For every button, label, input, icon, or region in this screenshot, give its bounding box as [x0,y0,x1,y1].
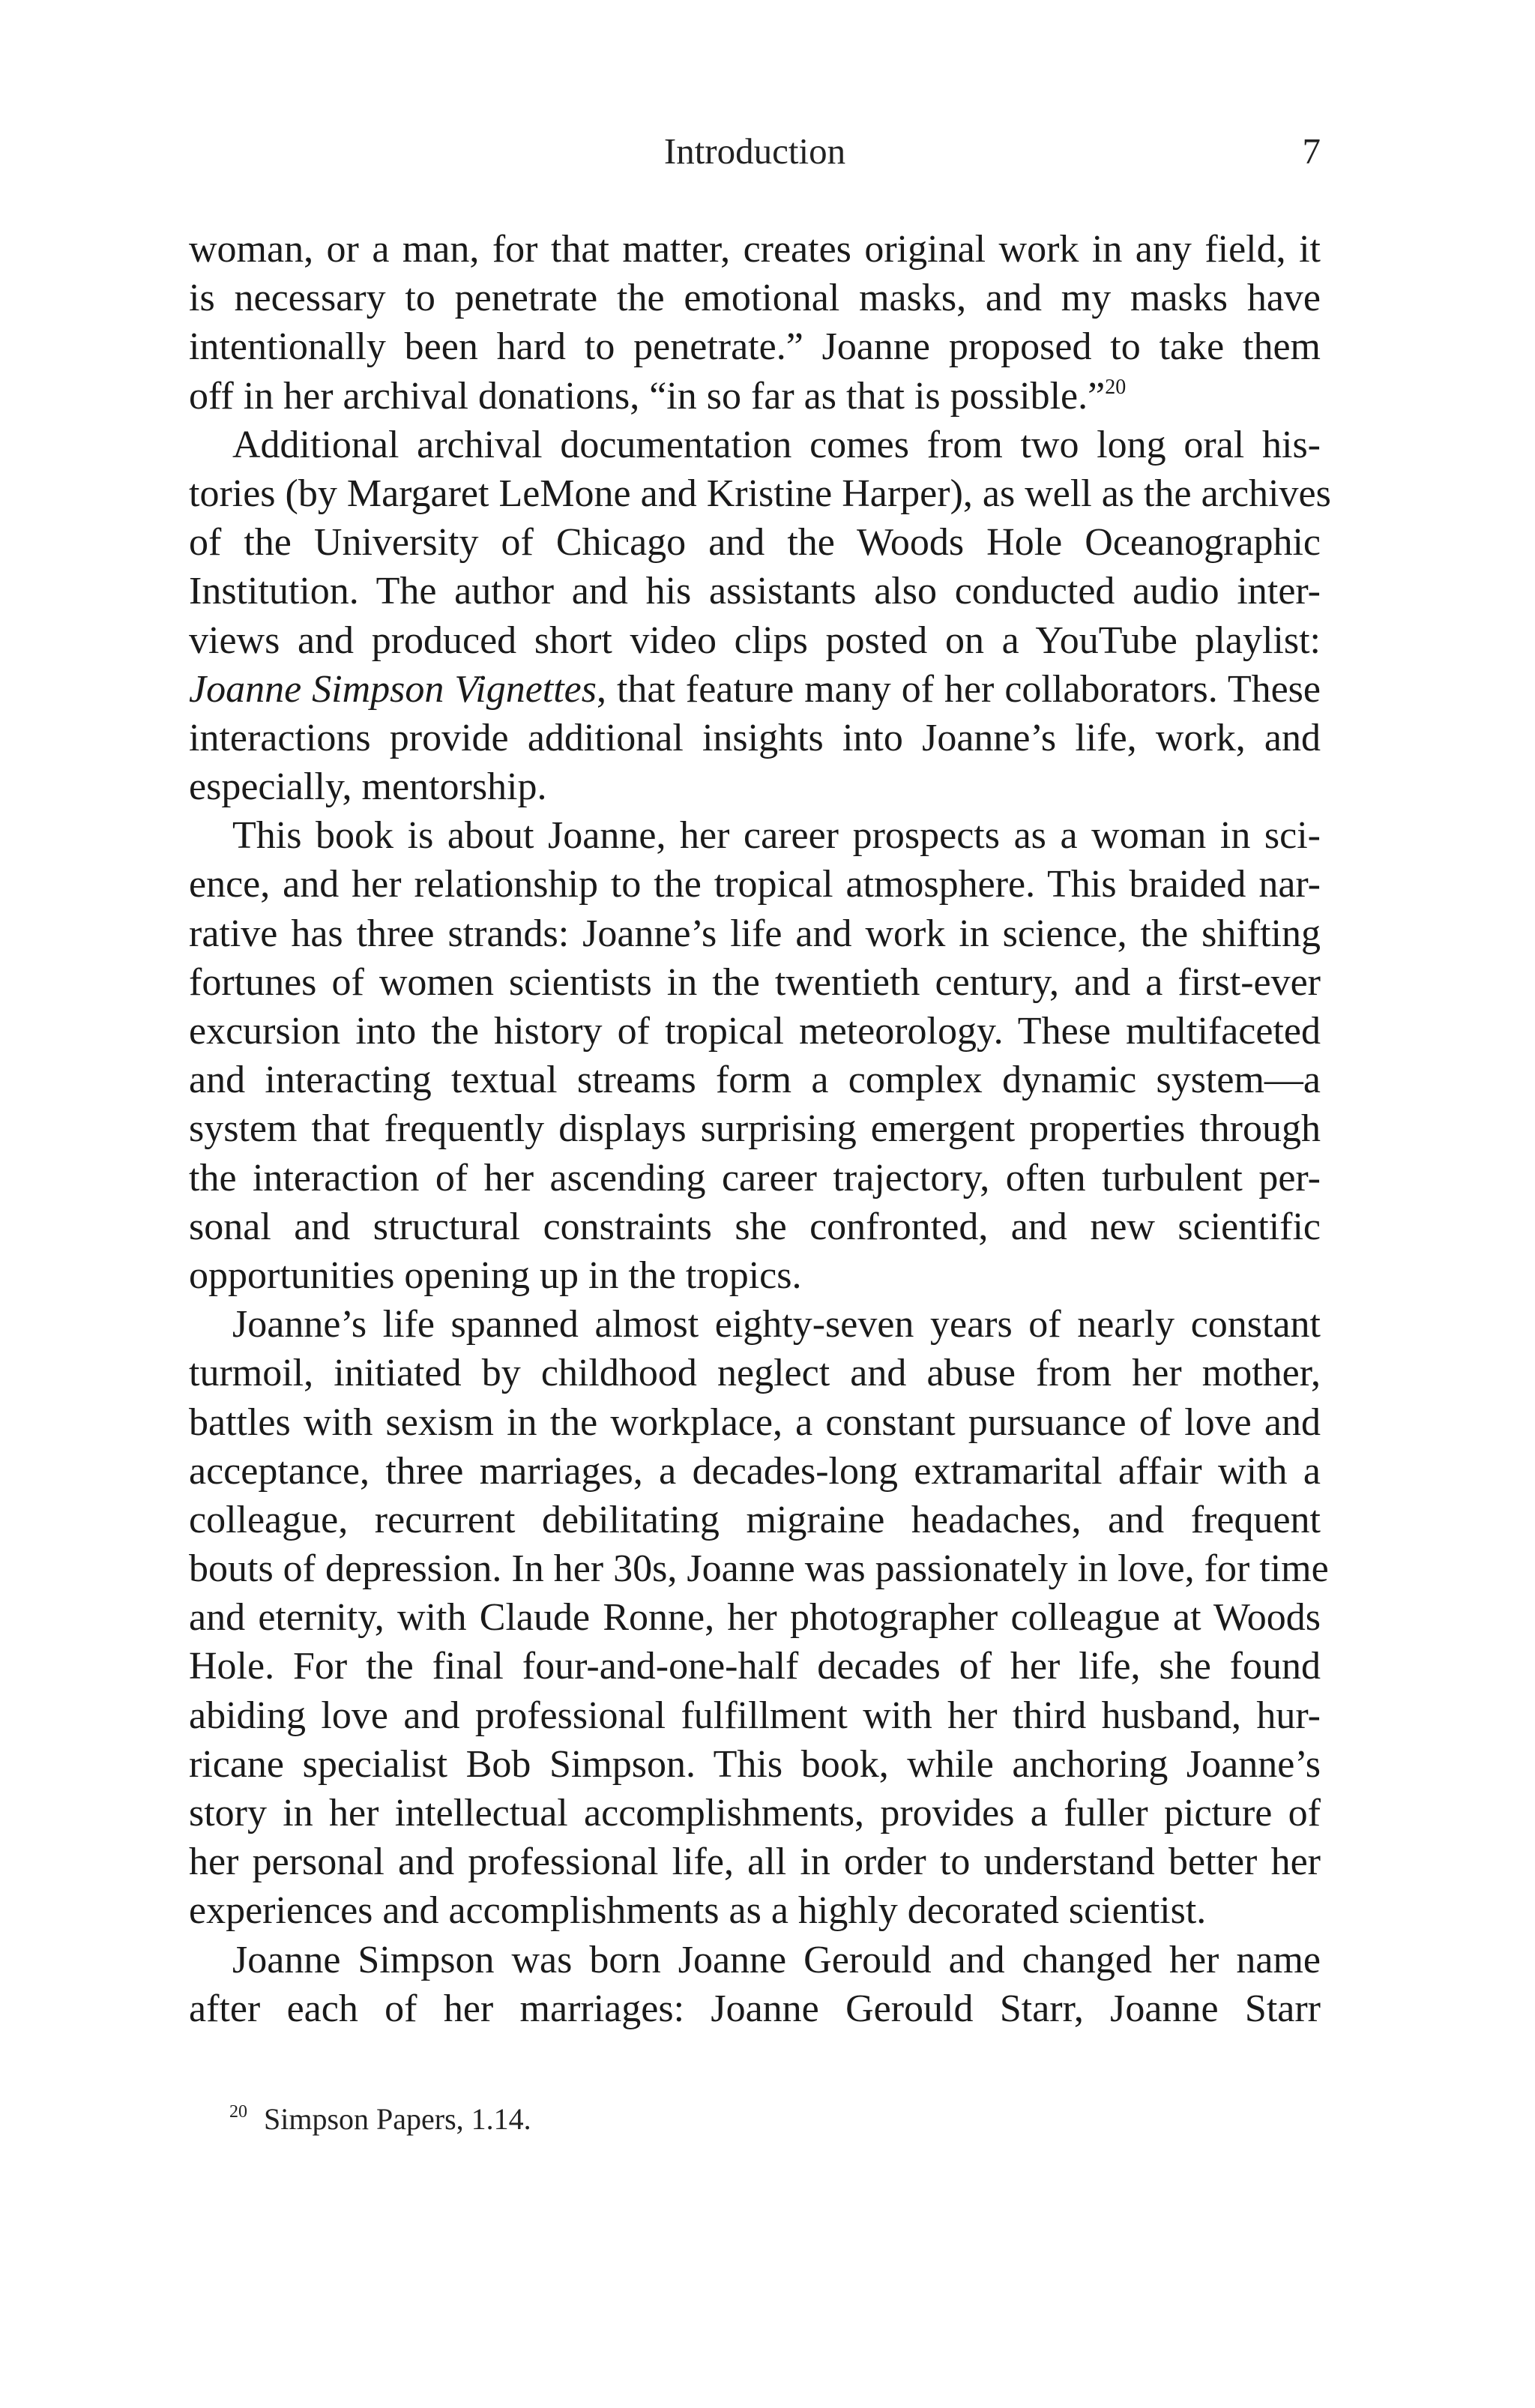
text-line: turmoil, initiated by childhood neglect and abuse from her mother, [189,1352,1321,1395]
text-line: abiding love and professional fulfillment with her third husband, hur- [189,1694,1321,1737]
text-line: bouts of depression. In her 30s, Joanne was passionately in love, for time [189,1547,1329,1591]
text-line: opportunities opening up in the tropics. [189,1253,802,1297]
footnote-number: 20 [229,2102,247,2122]
running-title: Introduction [663,130,846,172]
text-line: Hole. For the final four-and-one-half decades of her life, she found [189,1645,1321,1688]
text-line: fortunes of women scientists in the twentieth century, and a first-ever [189,960,1321,1004]
text-line: colleague, recurrent debilitating migraine headaches, and frequent [189,1498,1321,1541]
text-line: sonal and structural constraints she confronted, and new scientific [189,1205,1321,1248]
text-line: and eternity, with Claude Ronne, her photographer colleague at Woods [189,1596,1321,1640]
text-line: woman, or a man, for that matter, creates original work in any field, it [189,228,1321,271]
text-line: tories (by Margaret LeMone and Kristine Harper), as well as the archives [189,472,1331,515]
line-text: , that feature many of her collaborators. These [596,667,1321,711]
text-line: her personal and professional life, all in order to understand better her [189,1840,1321,1884]
body-text [189,225,1331,2033]
text-line: ence, and her relationship to the tropical atmosphere. This braided nar- [189,863,1321,906]
text-line: views and produced short video clips posted on a YouTube playlist: [189,618,1321,662]
text-line: after each of her marriages: Joanne Gerould Starr, Joanne Starr [189,1987,1321,2030]
text-line: is necessary to penetrate the emotional masks, and my masks have [189,277,1321,320]
text-line: the interaction of her ascending career trajectory, often turbulent per- [189,1156,1321,1200]
text-line: acceptance, three marriages, a decades-long extramarital affair with a [189,1449,1321,1493]
text-line [189,372,1321,421]
text-line: and interacting textual streams form a complex dynamic system—a [189,1059,1321,1102]
page-number: 7 [1302,130,1321,172]
text-line: ricane specialist Bob Simpson. This book, while anchoring Joanne’s [189,1742,1321,1786]
footnote [229,2099,1279,2140]
text-line: experiences and accomplishments as a highly decorated scientist. [189,1889,1207,1933]
footnote-reference[interactable]: 20 [1105,375,1127,399]
text-line: rative has three strands: Joanne’s life and work in science, the shifting [189,912,1321,955]
footnote-text: Simpson Papers, 1.14. [264,2102,531,2136]
text-line [189,665,1321,714]
text-line: intentionally been hard to penetrate.” Joanne proposed to take them [189,325,1321,369]
text-line: especially, mentorship. [189,765,547,809]
running-head [189,129,1321,174]
text-line: story in her intellectual accomplishments, provides a fuller picture of [189,1792,1321,1834]
text-line: of the University of Chicago and the Woods Hole Oceanographic [189,521,1321,565]
text-line: excursion into the history of tropical meteorology. These multifaceted [189,1010,1321,1053]
text-line: Joanne’s life spanned almost eighty-seven years of nearly constant [232,1303,1321,1346]
text-line: Additional archival documentation comes from two long oral his- [232,423,1321,466]
italic-title: Joanne Simpson Vignettes [189,667,597,711]
line-text: off in her archival donations, “in so far as that is possible.” [189,374,1106,418]
text-line: battles with sexism in the workplace, a constant pursuance of love and [189,1400,1321,1444]
text-line: system that frequently displays surprising emergent properties through [189,1107,1321,1151]
text-line: This book is about Joanne, her career prospects as a woman in sci- [232,814,1321,858]
text-line: interactions provide additional insights into Joanne’s life, work, and [189,716,1321,759]
text-line: Joanne Simpson was born Joanne Gerould and changed her name [232,1938,1321,1981]
text-line: Institution. The author and his assistants also conducted audio inter- [189,570,1321,613]
